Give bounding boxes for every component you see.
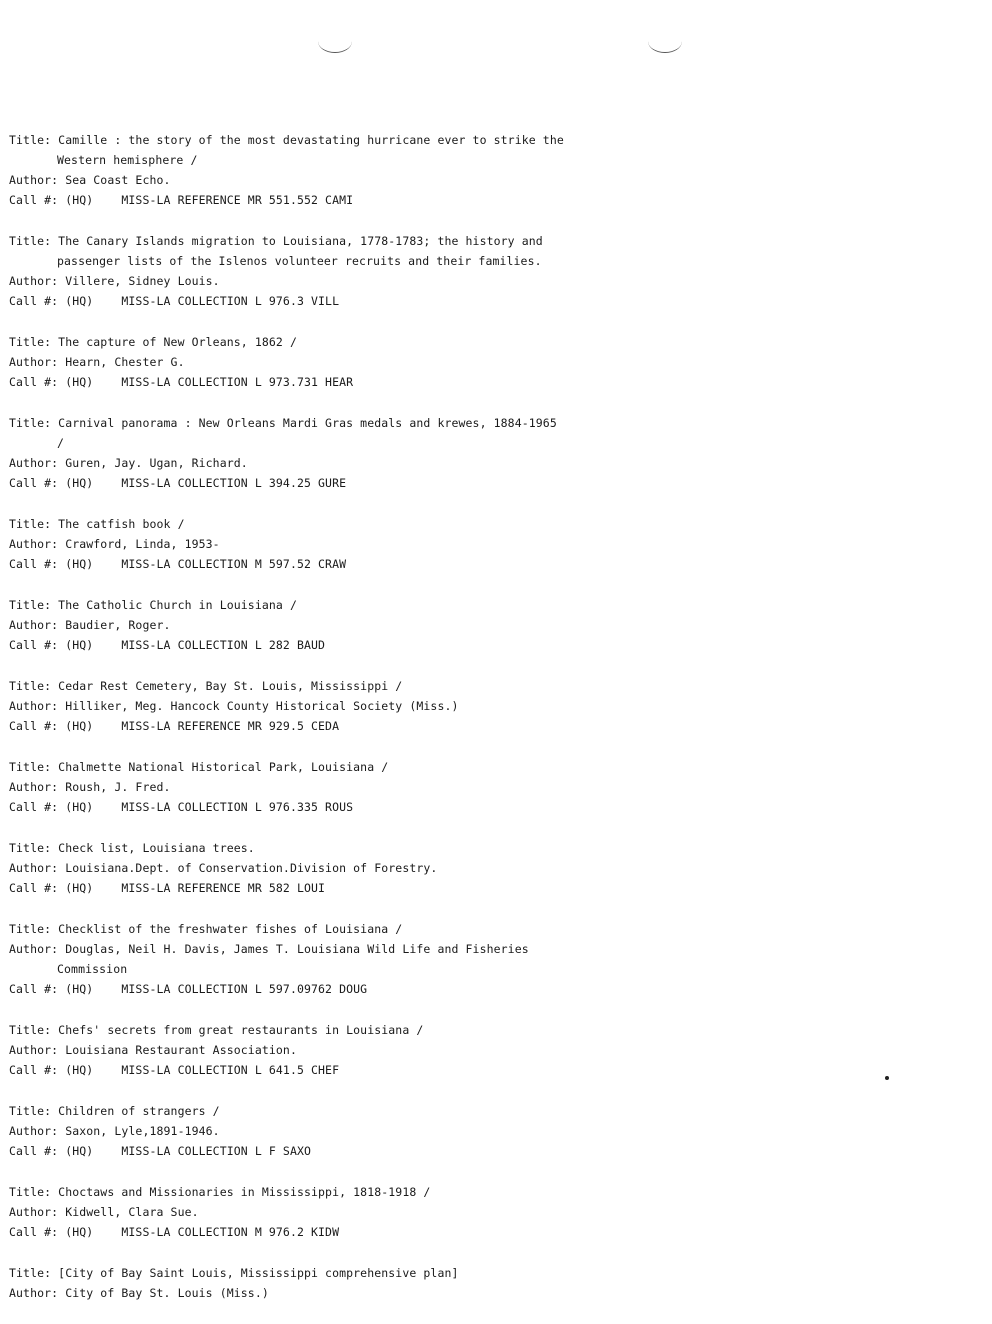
entry-title: Title: The Catholic Church in Louisiana /: [9, 598, 297, 612]
entry-call-number: Call #: (HQ) MISS-LA COLLECTION L 282 BAUD: [9, 638, 326, 652]
entry-call-number: Call #: (HQ) MISS-LA COLLECTION L 976.3 VILL: [9, 294, 340, 308]
entry-call-number: Call #: (HQ) MISS-LA COLLECTION L 973.731 HEAR: [9, 375, 354, 389]
catalog-entry: [9, 514, 979, 574]
catalog-entry: [9, 1263, 979, 1303]
entry-title: Title: Checklist of the freshwater fishes of Louisiana /: [9, 922, 403, 936]
catalog-entry: [9, 838, 979, 898]
entry-title: Title: The Canary Islands migration to Louisiana, 1778-1783; the history and: [9, 234, 543, 248]
punch-hole-right: [648, 30, 682, 53]
entry-title: Title: [City of Bay Saint Louis, Mississippi comprehensive plan]: [9, 1266, 459, 1280]
entry-author: Author: Douglas, Neil H. Davis, James T. Louisiana Wild Life and Fisheries: [9, 942, 529, 956]
entry-title: Title: Children of strangers /: [9, 1104, 220, 1118]
catalog-entry: [9, 595, 979, 655]
entry-call-number: Call #: (HQ) MISS-LA REFERENCE MR 929.5 CEDA: [9, 719, 340, 733]
catalog-entry: [9, 676, 979, 736]
catalog-entry: [9, 919, 979, 999]
entry-call-number: Call #: (HQ) MISS-LA COLLECTION L 976.335 ROUS: [9, 800, 354, 814]
entry-author: Commission: [57, 962, 128, 976]
entry-author: Author: Villere, Sidney Louis.: [9, 274, 220, 288]
entry-call-number: Call #: (HQ) MISS-LA COLLECTION M 597.52 CRAW: [9, 557, 347, 571]
entry-title: Title: Chefs' secrets from great restaurants in Louisiana /: [9, 1023, 424, 1037]
entry-author: Author: Sea Coast Echo.: [9, 173, 171, 187]
entry-title: Title: Cedar Rest Cemetery, Bay St. Louis, Mississippi /: [9, 679, 403, 693]
catalog-list: [9, 130, 979, 1324]
entry-author: Author: Baudier, Roger.: [9, 618, 171, 632]
entry-author: Author: Kidwell, Clara Sue.: [9, 1205, 199, 1219]
entry-call-number: Call #: (HQ) MISS-LA COLLECTION L F SAXO: [9, 1144, 312, 1158]
entry-author: Author: Hearn, Chester G.: [9, 355, 185, 369]
entry-title: Western hemisphere /: [57, 153, 198, 167]
entry-author: Author: Louisiana Restaurant Association.: [9, 1043, 297, 1057]
entry-call-number: Call #: (HQ) MISS-LA COLLECTION L 641.5 CHEF: [9, 1063, 340, 1077]
entry-call-number: Call #: (HQ) MISS-LA REFERENCE MR 551.552 CAMI: [9, 193, 354, 207]
catalog-entry: [9, 231, 979, 311]
entry-author: Author: Hilliker, Meg. Hancock County Historical Society (Miss.): [9, 699, 459, 713]
catalog-entry: [9, 1020, 979, 1080]
entry-author: Author: City of Bay St. Louis (Miss.): [9, 1286, 269, 1300]
entry-call-number: Call #: (HQ) MISS-LA COLLECTION L 394.25 GURE: [9, 476, 347, 490]
entry-title: Title: Camille : the story of the most devastating hurricane ever to strike the: [9, 133, 564, 147]
entry-author: Author: Crawford, Linda, 1953-: [9, 537, 220, 551]
entry-title: Title: Carnival panorama : New Orleans Mardi Gras medals and krewes, 1884-1965: [9, 416, 557, 430]
entry-title: Title: The catfish book /: [9, 517, 185, 531]
entry-author: Author: Saxon, Lyle,1891-1946.: [9, 1124, 220, 1138]
catalog-entry: [9, 757, 979, 817]
entry-call-number: Call #: (HQ) MISS-LA COLLECTION L 597.09762 DOUG: [9, 982, 368, 996]
entry-author: Author: Roush, J. Fred.: [9, 780, 171, 794]
entry-author: Author: Louisiana.Dept. of Conservation.Division of Forestry.: [9, 861, 438, 875]
entry-title: Title: Choctaws and Missionaries in Mississippi, 1818-1918 /: [9, 1185, 431, 1199]
entry-title: Title: The capture of New Orleans, 1862 /: [9, 335, 297, 349]
entry-title: Title: Check list, Louisiana trees.: [9, 841, 255, 855]
entry-title: /: [57, 436, 65, 450]
catalog-entry: [9, 413, 979, 493]
catalog-entry: [9, 130, 979, 210]
entry-call-number: Call #: (HQ) MISS-LA REFERENCE MR 582 LOUI: [9, 881, 326, 895]
entry-author: Author: Guren, Jay. Ugan, Richard.: [9, 456, 248, 470]
entry-title: passenger lists of the Islenos volunteer recruits and their families.: [57, 254, 542, 268]
entry-call-number: Call #: (HQ) MISS-LA COLLECTION M 976.2 KIDW: [9, 1225, 340, 1239]
catalog-entry: [9, 1182, 979, 1242]
catalog-entry: [9, 332, 979, 392]
catalog-entry: [9, 1101, 979, 1161]
entry-title: Title: Chalmette National Historical Park, Louisiana /: [9, 760, 389, 774]
punch-hole-left: [318, 30, 352, 53]
